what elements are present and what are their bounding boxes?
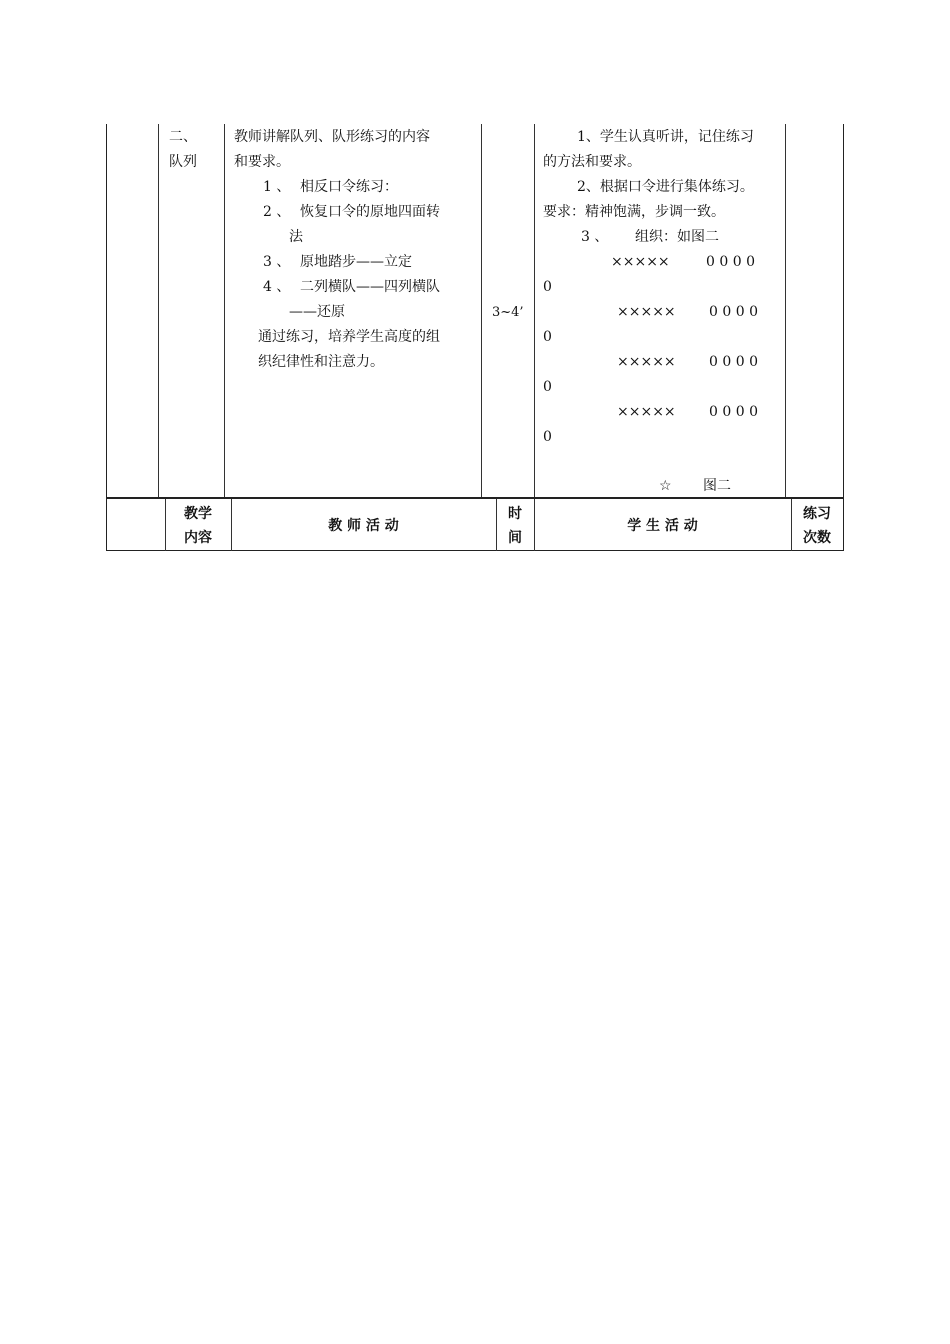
teacher-item-label: 3 、 (263, 254, 291, 270)
teacher-item-label: 4 、 (263, 279, 291, 295)
header-time-line: 间 (508, 530, 522, 546)
header-content-line: 教学 (184, 506, 212, 522)
student-line: 要求：精神饱满，步调一致。 (543, 204, 725, 220)
header-time-line: 时 (508, 506, 522, 522)
student-line: 的方法和要求。 (543, 154, 641, 170)
col-divider (158, 124, 159, 498)
teacher-closing-line: 通过练习，培养学生高度的组 (258, 329, 440, 345)
student-line: 2、根据口令进行集体练习。 (577, 179, 754, 195)
formation-zero-wrap: 0 (543, 429, 552, 445)
lesson-table (106, 124, 844, 551)
star-icon: ☆ (659, 478, 672, 494)
formation-zeros: 0 0 0 0 (709, 304, 758, 320)
header-teacher: 教 师 活 动 (328, 518, 399, 534)
formation-crosses: ××××× (617, 304, 676, 320)
teacher-closing-line: 织纪律性和注意力。 (258, 354, 384, 370)
teacher-item-text: 相反口令练习： (300, 179, 398, 195)
formation-zero-wrap: 0 (543, 279, 552, 295)
teacher-intro-line: 和要求。 (234, 154, 290, 170)
header-count-line: 练习 (803, 506, 831, 522)
header-student: 学 生 活 动 (627, 518, 698, 534)
header-content (165, 502, 231, 550)
teacher-item-text: 原地踏步——立定 (300, 254, 412, 270)
header-content-line: 内容 (184, 530, 212, 546)
teacher-item-text: 恢复口令的原地四面转 (300, 204, 440, 220)
teacher-item-text: 法 (289, 229, 303, 245)
formation-zero-wrap: 0 (543, 379, 552, 395)
teacher-item-label: 1 、 (263, 179, 291, 195)
formation-zeros: 0 0 0 0 (709, 354, 758, 370)
student-line: 1、学生认真听讲，记住练习 (577, 129, 754, 145)
student-line: 3 、 组织：如图二 (581, 229, 720, 245)
col-divider (785, 124, 786, 498)
formation-zeros: 0 0 0 0 (709, 404, 758, 420)
col-divider (534, 124, 535, 498)
col-divider (481, 124, 482, 498)
teacher-intro-line: 教师讲解队列、队形练习的内容 (234, 129, 430, 145)
col-divider (224, 124, 225, 498)
content-line: 队列 (169, 154, 197, 170)
formation-zeros: 0 0 0 0 (706, 254, 755, 270)
figure-label: 图二 (703, 478, 731, 494)
teacher-item-label: 2 、 (263, 204, 291, 220)
formation-zero-wrap: 0 (543, 329, 552, 345)
formation-crosses: ××××× (611, 254, 670, 270)
teacher-item-text: 二列横队——四列横队 (300, 279, 440, 295)
header-count (791, 502, 843, 550)
header-count-line: 次数 (803, 530, 831, 546)
row-divider (107, 497, 843, 499)
time-value: 3~4’ (492, 305, 524, 320)
teacher-item-text: ——还原 (289, 304, 345, 320)
formation-crosses: ××××× (617, 354, 676, 370)
content-line: 二、 (169, 129, 197, 145)
header-time (496, 502, 534, 550)
formation-crosses: ××××× (617, 404, 676, 420)
